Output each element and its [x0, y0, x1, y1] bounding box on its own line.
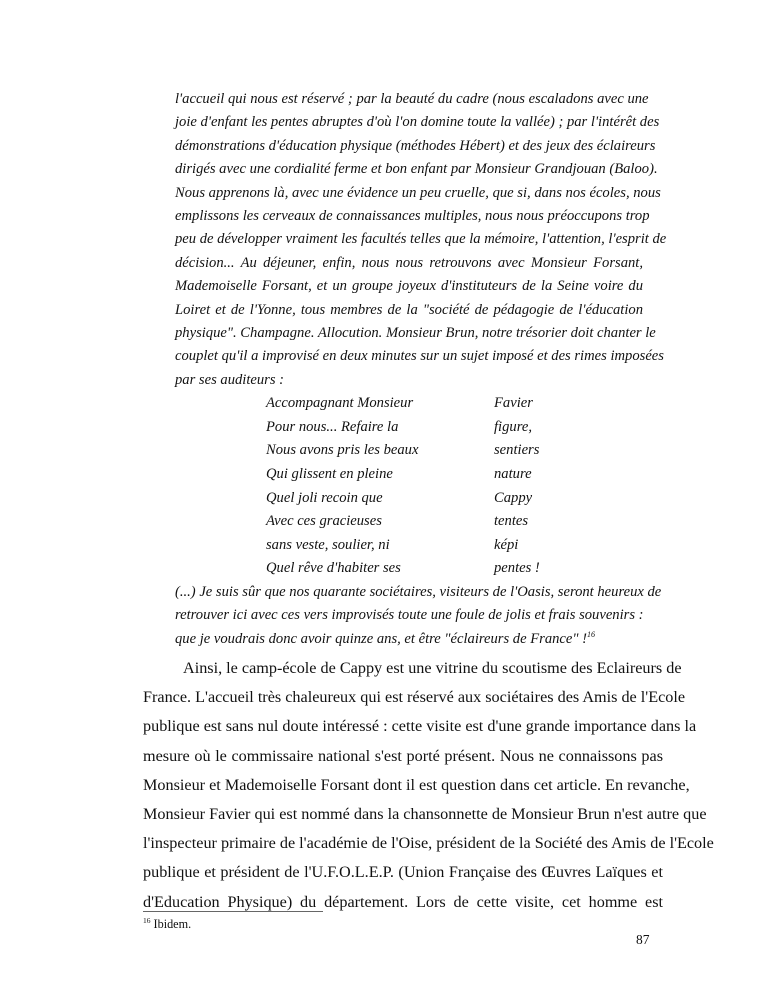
block-quote	[175, 88, 667, 651]
body-line: d'Education Physique) du département. Lors de cette visite, cet homme est	[143, 892, 663, 911]
quote-line: démonstrations d'éducation physique (méthodes Hébert) et des jeux des éclaireurs	[175, 137, 656, 154]
body-line: Monsieur et Mademoiselle Forsant dont il est question dans cet article. En revanche,	[143, 775, 690, 794]
body-paragraph	[143, 654, 714, 917]
quote-line: décision... Au déjeuner, enfin, nous nous retrouvons avec Monsieur Forsant,	[175, 254, 643, 271]
verse-rhyme: pentes !	[494, 560, 540, 577]
quote-line: par ses auditeurs :	[175, 371, 285, 388]
poem-verse	[175, 557, 643, 581]
footnote-separator	[143, 911, 323, 912]
body-line: l'inspecteur primaire de l'académie de l'Oise, président de la Société des Amis de l'Ecole	[143, 834, 714, 853]
verse-text: Nous avons pris les beaux	[266, 442, 419, 459]
body-line: Ainsi, le camp-école de Cappy est une vitrine du scoutisme des Eclaireurs de	[183, 659, 682, 677]
quote-closing	[175, 581, 662, 651]
body-line: publique est sans nul doute intéressé : cette visite est d'une grande importance dans la	[143, 717, 697, 736]
verse-rhyme: sentiers	[494, 442, 540, 459]
quote-line: emplissons les cerveaux de connaissances multiples, nous nous préoccupons trop	[175, 208, 650, 225]
verse-rhyme: nature	[494, 466, 532, 483]
verse-text: Quel joli recoin que	[266, 489, 383, 506]
quote-line-last	[175, 628, 643, 651]
quote-line: Loiret et de l'Yonne, tous membres de la "société de pédagogie de l'éducation	[175, 301, 643, 318]
quote-line: peu de développer vraiment les facultés telles que la mémoire, l'attention, l'esprit de	[175, 231, 667, 248]
footnote-text: Ibidem.	[150, 917, 192, 931]
poem-verse	[175, 534, 643, 558]
poem	[175, 392, 643, 581]
verse-text: Quel rêve d'habiter ses	[266, 560, 401, 577]
verse-text: Avec ces gracieuses	[266, 513, 382, 530]
poem-verse	[175, 510, 643, 534]
quote-line: dirigés avec une cordialité ferme et bon enfant par Monsieur Grandjouan (Baloo).	[175, 161, 658, 178]
verse-text: Accompagnant Monsieur	[266, 395, 414, 412]
poem-verse	[175, 416, 643, 440]
verse-rhyme: tentes	[494, 513, 529, 530]
quote-line: couplet qu'il a improvisé en deux minutes sur un sujet imposé et des rimes imposées	[175, 348, 664, 365]
quote-line: joie d'enfant les pentes abruptes d'où l'on domine toute la vallée) ; par l'intérêt des	[175, 114, 660, 131]
quote-line: (...) Je suis sûr que nos quarante sociétaires, visiteurs de l'Oasis, seront heureux de	[175, 584, 662, 601]
verse-text: sans veste, soulier, ni	[266, 536, 390, 553]
poem-verse	[175, 439, 643, 463]
quote-line: Nous apprenons là, avec une évidence un peu cruelle, que si, dans nos écoles, nous	[175, 184, 661, 201]
footnote-number: 16	[143, 915, 151, 925]
footnote	[143, 917, 191, 932]
verse-text: Qui glissent en pleine	[266, 466, 393, 483]
verse-rhyme: Cappy	[494, 489, 533, 506]
verse-rhyme: képi	[494, 536, 519, 553]
quote-line: Mademoiselle Forsant, et un groupe joyeux d'instituteurs de la Seine voire du	[175, 278, 643, 295]
verse-rhyme: Favier	[494, 395, 533, 412]
poem-verse	[175, 463, 643, 487]
page-number: 87	[636, 932, 650, 947]
quote-line: retrouver ici avec ces vers improvisés toute une foule de jolis et frais souvenirs :	[175, 607, 644, 624]
body-line: France. L'accueil très chaleureux qui est réservé aux sociétaires des Amis de l'Ecole	[143, 688, 686, 707]
quote-line: physique". Champagne. Allocution. Monsieur Brun, notre trésorier doit chanter le	[175, 325, 656, 342]
poem-verse	[175, 392, 643, 416]
footnote-reference[interactable]: 16	[587, 629, 596, 639]
body-line: mesure où le commissaire national s'est porté présent. Nous ne connaissons pas	[143, 746, 663, 765]
poem-verse	[175, 487, 643, 511]
quote-line-text: que je voudrais donc avoir quinze ans, et être "éclaireurs de France" !	[175, 630, 588, 647]
body-line: publique et président de l'U.F.O.L.E.P. (Union Française des Œuvres Laïques et	[143, 863, 663, 882]
verse-text: Pour nous... Refaire la	[266, 418, 399, 435]
verse-rhyme: figure,	[494, 418, 532, 435]
quote-line: l'accueil qui nous est réservé ; par la beauté du cadre (nous escaladons avec une	[175, 91, 649, 107]
body-line: Monsieur Favier qui est nommé dans la chansonnette de Monsieur Brun n'est autre que	[143, 805, 707, 824]
